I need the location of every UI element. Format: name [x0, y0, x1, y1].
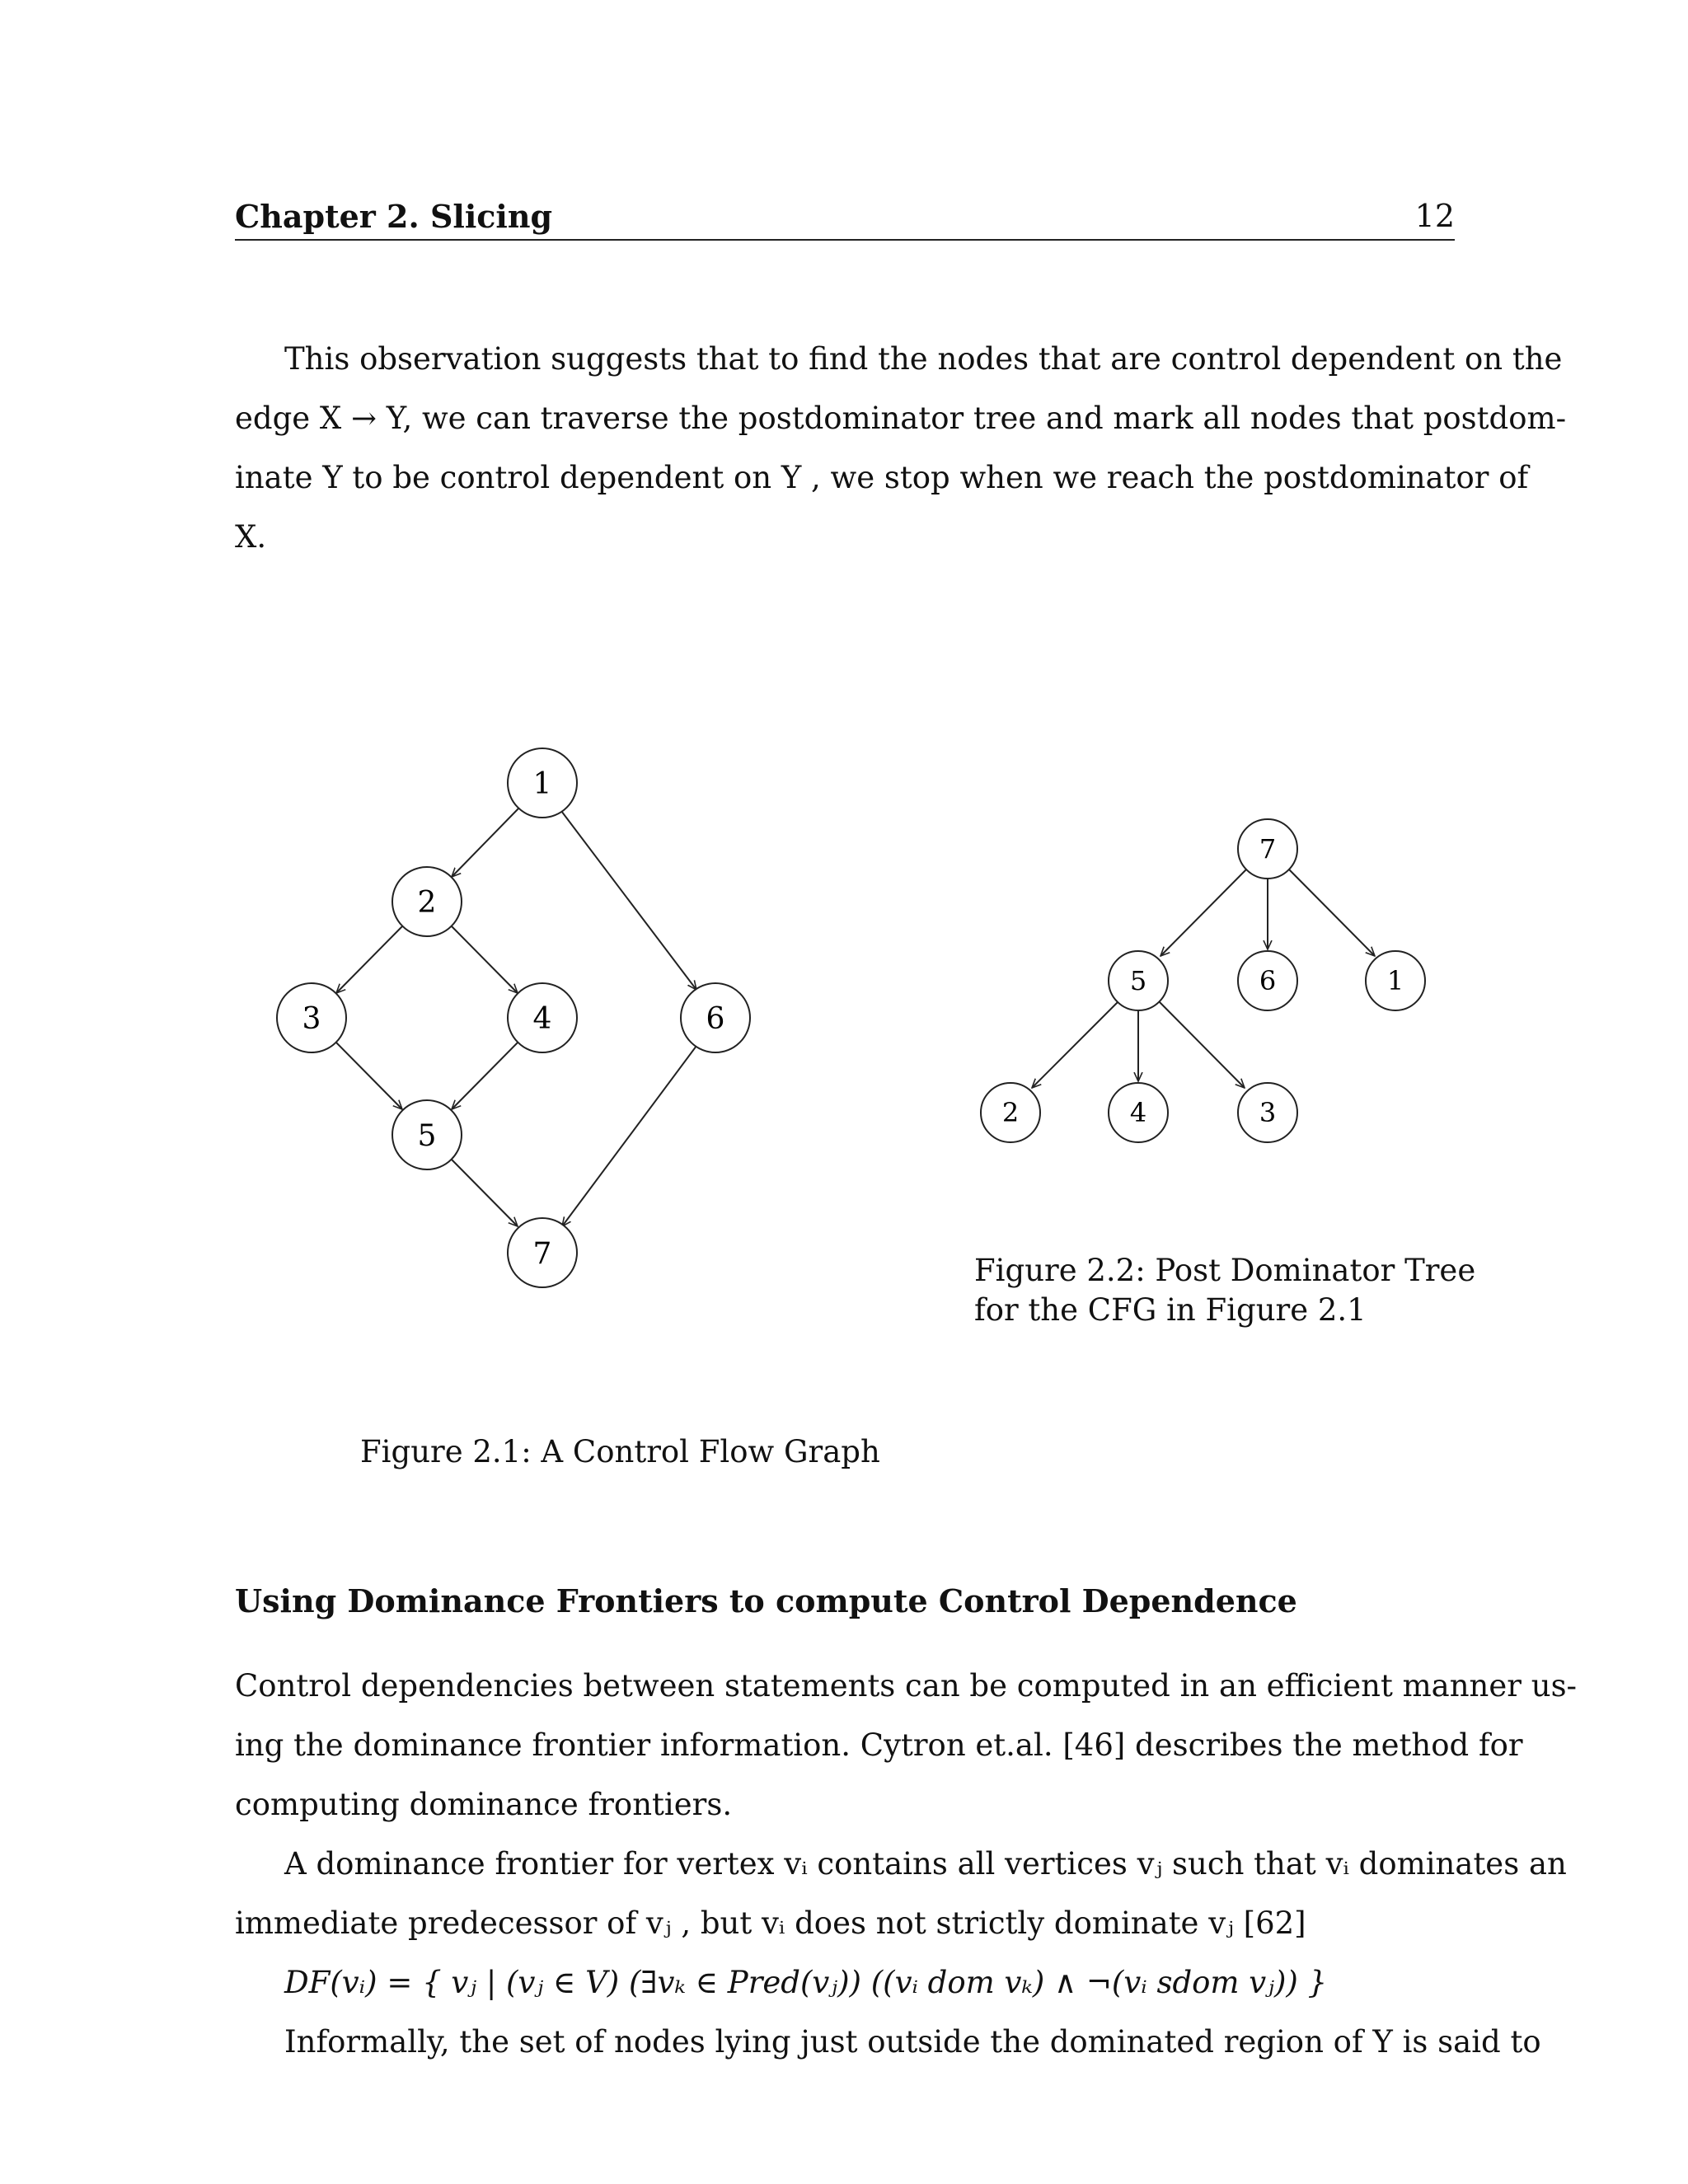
pdt-node	[1109, 1083, 1168, 1142]
pdt-edge-7-1	[1287, 868, 1375, 956]
cfg-edge-2-4	[452, 926, 518, 993]
cfg-edge-2-3	[336, 926, 402, 993]
section-paragraph-1	[235, 1657, 1578, 1835]
text-line: immediate predecessor of vⱼ , but vᵢ does not strictly dominate vⱼ [62]	[235, 1905, 1306, 1941]
pdt-node	[1366, 951, 1425, 1010]
pdt-node-label: 3	[1259, 1097, 1277, 1128]
pdt-node	[1238, 819, 1297, 879]
cfg-edge-1-6	[559, 808, 696, 990]
cfg-edge-5-7	[452, 1160, 518, 1226]
text-line: ing the dominance frontier information. Cytron et.al. [46] describes the method for	[235, 1727, 1523, 1763]
pdt-node-label: 2	[1001, 1097, 1020, 1128]
text-line: This observation suggests that to find the nodes that are control dependent on the	[284, 341, 1563, 377]
caption-line: Figure 2.2: Post Dominator Tree	[974, 1253, 1476, 1288]
text-line: Control dependencies between statements can be computed in an efficient manner us-	[235, 1668, 1578, 1704]
caption-line: for the CFG in Figure 2.1	[974, 1292, 1367, 1328]
section-paragraph-2	[235, 1835, 1567, 2072]
pdt-edge-5-3	[1158, 1001, 1245, 1088]
text-line: X.	[235, 519, 267, 555]
figure-2-2-pdt	[981, 819, 1425, 1142]
cfg-edge-3-5	[336, 1043, 402, 1109]
cfg-node	[392, 1100, 462, 1169]
cfg-node-label: 7	[532, 1237, 552, 1271]
pdt-edge-7-5	[1160, 868, 1248, 956]
cfg-node	[277, 983, 346, 1052]
pdt-node-label: 6	[1259, 965, 1277, 996]
cfg-edge-4-5	[452, 1043, 518, 1109]
cfg-node	[508, 983, 577, 1052]
figure-2-2-caption	[974, 1251, 1475, 1330]
cfg-node-label: 5	[417, 1119, 437, 1153]
cfg-node-label: 4	[532, 1002, 552, 1036]
cfg-node-label: 6	[706, 1002, 725, 1036]
cfg-node-label: 3	[302, 1002, 321, 1036]
cfg-node-label: 1	[532, 767, 552, 801]
pdt-node-label: 1	[1386, 965, 1404, 996]
pdt-node	[981, 1083, 1040, 1142]
chapter-title: Chapter 2. Slicing	[235, 198, 553, 235]
cfg-node	[681, 983, 750, 1052]
pdt-node	[1238, 1083, 1297, 1142]
figure-2-1-cfg	[277, 748, 750, 1287]
cfg-node-label: 2	[417, 886, 437, 920]
pdt-node	[1238, 951, 1297, 1010]
dominance-frontier-formula: DF(vᵢ) = { vⱼ | (vⱼ ∈ V) (∃vₖ ∈ Pred(vⱼ)) ((vᵢ dom vₖ) ∧ ¬(vᵢ sdom vⱼ)) }	[284, 1965, 1328, 2000]
text-line: edge X → Y, we can traverse the postdominator tree and mark all nodes that postdom-	[235, 401, 1567, 436]
cfg-edge-6-7	[562, 1046, 696, 1226]
cfg-edge-1-2	[452, 808, 519, 877]
cfg-node	[392, 867, 462, 936]
text-line: A dominance frontier for vertex vᵢ contains all vertices vⱼ such that vᵢ dominates an	[284, 1846, 1567, 1882]
text-line: inate Y to be control dependent on Y , we stop when we reach the postdominator of	[235, 460, 1529, 495]
text-line: Informally, the set of nodes lying just outside the dominated region of Y is said to	[284, 2024, 1541, 2060]
text-line: computing dominance frontiers.	[235, 1787, 733, 1822]
pdt-node-label: 5	[1129, 965, 1147, 996]
figure-2-1-caption: Figure 2.1: A Control Flow Graph	[360, 1434, 880, 1469]
cfg-node	[508, 1218, 577, 1287]
cfg-node	[508, 748, 577, 818]
pdt-edge-5-2	[1032, 1001, 1119, 1088]
page-number: 12	[1414, 198, 1455, 234]
pdt-node-label: 4	[1129, 1097, 1147, 1128]
section-heading: Using Dominance Frontiers to compute Control Dependence	[235, 1582, 1297, 1619]
pdt-node	[1109, 951, 1168, 1010]
pdt-node-label: 7	[1259, 833, 1277, 865]
